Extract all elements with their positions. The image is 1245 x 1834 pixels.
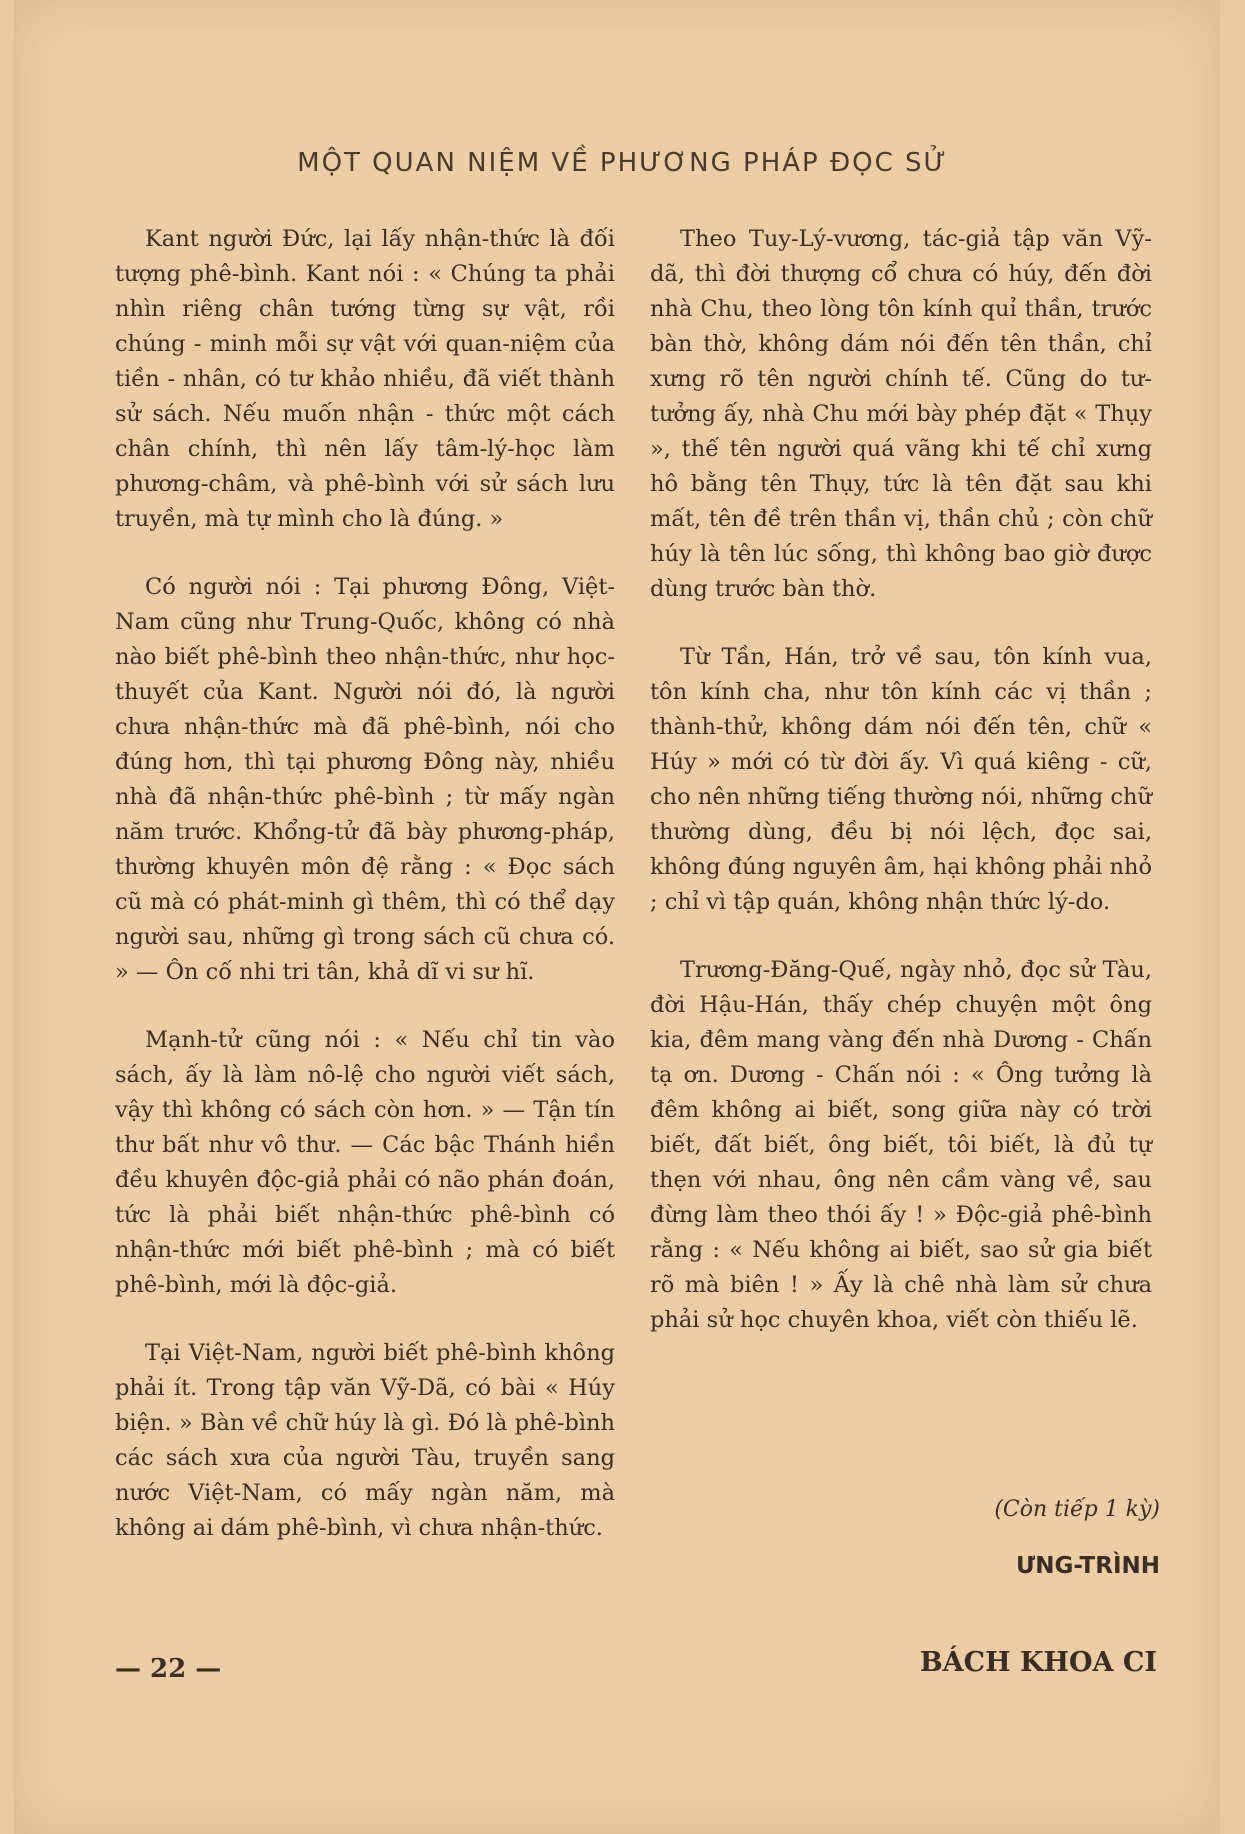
paragraph: Có người nói : Tại phương Đông, Việt-Nam cũng như Trung-Quốc, không có nhà nào biết phê-bình theo nhận-thức, như học-thuyết của Kant. Người nói đó, là người chưa nhận-thức mà đã phê-bình, nói cho đúng hơn, thì tại phương Đông này, nhiều nhà đã nhận-thức phê-bình ; từ mấy ngàn năm trước. Khổng-tử đã bày phương-pháp, thường khuyên môn đệ rằng : « Đọc sách cũ mà có phát-minh gì thêm, thì có thể dạy người sau, những gì trong sách cũ chưa có. » — Ôn cố nhi tri tân, khả dĩ vi sư hĩ.: [115, 574, 615, 985]
paragraph: Theo Tuy-Lý-vương, tác-giả tập văn Vỹ-dã, thì đời thượng cổ chưa có húy, đến đời nhà Chu, theo lòng tôn kính quỉ thần, trước bàn thờ, không dám nói đến tên thần, chỉ xưng rõ tên người chính tế. Cũng do tư-tưởng ấy, nhà Chu mới bày phép đặt « Thụy », thế tên người quá vãng khi tế chỉ xưng hô bằng tên Thụy, tức là tên đặt sau khi mất, tên đề trên thần vị, thần chủ ; còn chữ húy là tên lúc sống, thì không bao giờ được dùng trước bàn thờ.: [650, 226, 1152, 602]
continuation-note: (Còn tiếp 1 kỳ): [994, 1497, 1160, 1522]
magazine-name: BÁCH KHOA CI: [919, 1647, 1157, 1678]
paragraph: Mạnh-tử cũng nói : « Nếu chỉ tin vào sách, ấy là làm nô-lệ cho người viết sách, vậy thì không có sách còn hơn. » — Tận tín thư bất như vô thư. — Các bậc Thánh hiền đều khuyên độc-giả phải có não phán đoán, tức là phải biết nhận-thức phê-bình có nhận-thức mới biết phê-bình ; mà có biết phê-bình, mới là độc-giả.: [115, 1027, 615, 1298]
left-column: [115, 222, 615, 1579]
author-name: ƯNG-TRÌNH: [1016, 1553, 1160, 1579]
paragraph: Trương-Đăng-Quế, ngày nhỏ, đọc sử Tàu, đời Hậu-Hán, thấy chép chuyện một ông kia, đêm mang vàng đến nhà Dương - Chấn tạ ơn. Dương - Chấn nói : « Ông tưởng là đêm không ai biết, song giữa này có trời biết, đất biết, ông biết, tôi biết, là đủ tự thẹn với nhau, ông nên cầm vàng về, sau đừng làm theo thói ấy ! » Độc-giả phê-bình rằng : « Nếu không ai biết, sao sử gia biết rõ mà biên ! » Ấy là chê nhà làm sử chưa phải sử học chuyên khoa, viết còn thiếu lẽ.: [650, 957, 1152, 1333]
paragraph: Từ Tần, Hán, trở về sau, tôn kính vua, tôn kính cha, như tôn kính các vị thần ; thành-thử, không dám nói đến tên, chữ « Húy » mới có từ đời ấy. Vì quá kiêng - cữ, cho nên những tiếng thường nói, những chữ thường dùng, đều bị nói lệch, đọc sai, không đúng nguyên âm, hại không phải nhỏ ; chỉ vì tập quán, không nhận thức lý-do.: [650, 644, 1152, 915]
page-number: — 22 —: [115, 1654, 222, 1684]
right-column: [650, 222, 1152, 1371]
paragraph: Tại Việt-Nam, người biết phê-bình không phải ít. Trong tập văn Vỹ-Dã, có bài « Húy biện. » Bàn về chữ húy là gì. Đó là phê-bình các sách xưa của người Tàu, truyền sang nước Việt-Nam, có mấy ngàn năm, mà không ai dám phê-bình, vì chưa nhận-thức.: [115, 1340, 615, 1541]
paragraph: Kant người Đức, lại lấy nhận-thức là đối tượng phê-bình. Kant nói : « Chúng ta phải nhìn riêng chân tướng từng sự vật, rồi chúng - minh mỗi sự vật với quan-niệm của tiền - nhân, có tư khảo nhiều, đã viết thành sử sách. Nếu muốn nhận - thức một cách chân chính, thì nên lấy tâm-lý-học làm phương-châm, và phê-bình với sử sách lưu truyền, mà tự mình cho là đúng. »: [115, 226, 615, 532]
page-title: MỘT QUAN NIỆM VỀ PHƯƠNG PHÁP ĐỌC SỬ: [297, 148, 948, 178]
